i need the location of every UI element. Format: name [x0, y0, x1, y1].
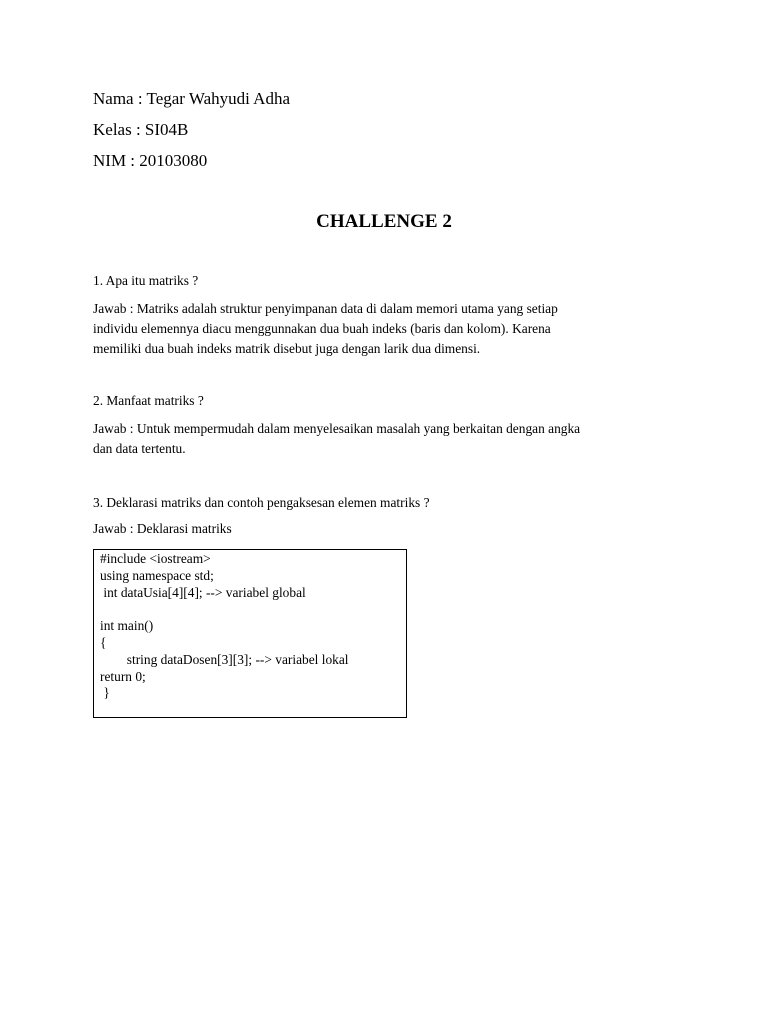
- code-line: int dataUsia[4][4]; --> variabel global: [100, 584, 306, 600]
- answer-1-line: memiliki dua buah indeks matrik disebut juga dengan larik dua dimensi.: [93, 341, 481, 356]
- answer-2: [93, 419, 678, 459]
- answer-3: [93, 519, 678, 539]
- code-line: string dataDosen[3][3]; --> variabel lokal: [100, 651, 349, 667]
- page-title: CHALLENGE 2: [316, 211, 452, 232]
- answer-1-line: individu elemennya diacu menggunnakan dua buah indeks (baris dan kolom). Karena: [93, 321, 551, 336]
- answer-2-line: dan data tertentu.: [93, 441, 186, 456]
- student-class: Kelas : SI04B: [93, 120, 189, 139]
- question-3: 3. Deklarasi matriks dan contoh pengaksesan elemen matriks ?: [93, 495, 430, 510]
- code-line: }: [100, 685, 110, 701]
- question-2: 2. Manfaat matriks ?: [93, 393, 204, 408]
- answer-3-line: Jawab : Deklarasi matriks: [93, 521, 232, 536]
- code-line: int main(): [100, 618, 154, 634]
- code-line: {: [100, 634, 107, 650]
- code-line: [100, 601, 406, 618]
- student-name: Nama : Tegar Wahyudi Adha: [93, 89, 290, 108]
- answer-1: [93, 299, 678, 359]
- code-line: return 0;: [100, 668, 146, 684]
- student-id: NIM : 20103080: [93, 151, 208, 170]
- question-1: 1. Apa itu matriks ?: [93, 273, 199, 288]
- code-line: using namespace std;: [100, 567, 214, 583]
- code-line: #include <iostream>: [100, 551, 211, 566]
- answer-1-line: Jawab : Matriks adalah struktur penyimpanan data di dalam memori utama yang setiap: [93, 301, 558, 316]
- answer-2-line: Jawab : Untuk mempermudah dalam menyelesaikan masalah yang berkaitan dengan angka: [93, 421, 581, 436]
- code-box: [93, 549, 407, 718]
